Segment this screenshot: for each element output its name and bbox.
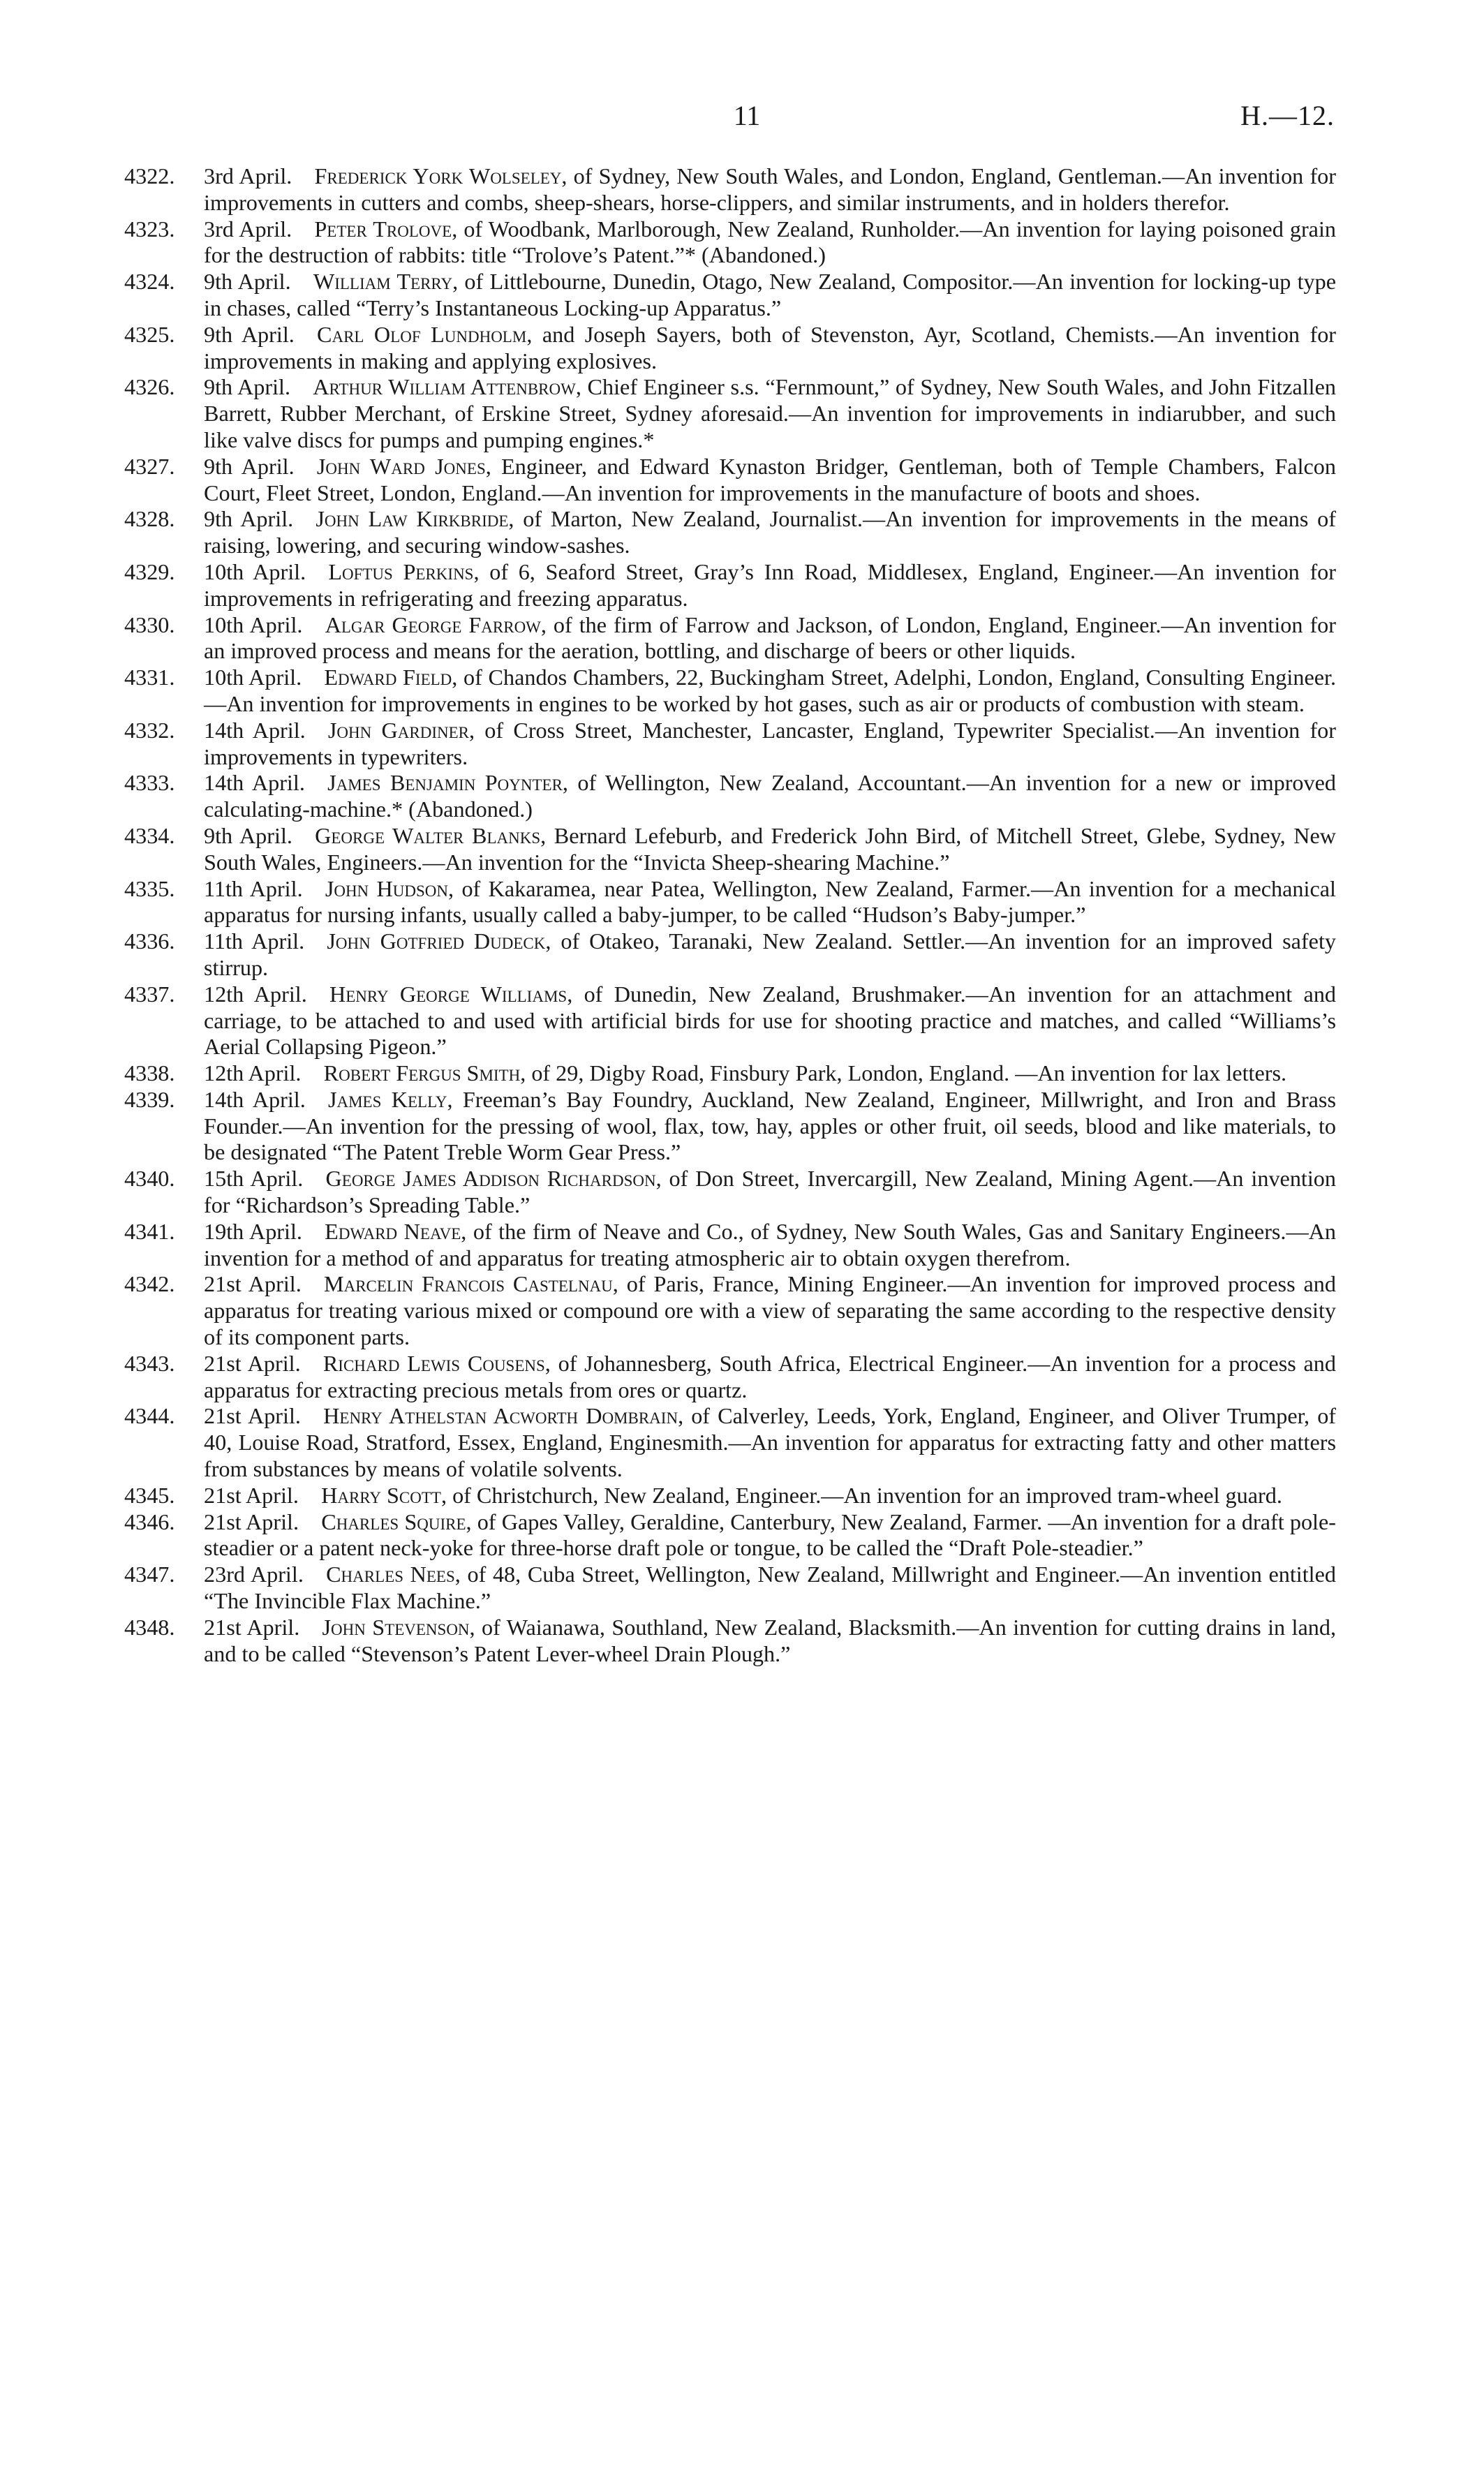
entry-date: 14th April.: [204, 717, 306, 743]
entry-text: , of Dunedin, New Zealand, Brushmaker.—An invention for an attachment and carriage, to be attached to and used with artificial birds for use for shooting practice and matches, and called “Williams’s Aerial Collapsing Pigeon.”: [204, 981, 1337, 1060]
entry-text: , Engineer, and Edward Kynaston Bridger, Gentleman, both of Temple Chambers, Falcon Court, Fleet Street, London, England.—An invention for improvements in the manufacture of boots and shoes.: [204, 453, 1336, 505]
applicant-name: Henry Athelstan Acworth Dombrain: [323, 1403, 678, 1429]
applicant-name: John Gardiner: [327, 717, 469, 743]
entry-text: , of Don Street, Invercargill, New Zealand, Mining Agent.—An invention for “Richardson’s Spreading Table.”: [204, 1166, 1336, 1218]
applicant-name: John Law Kirkbride: [316, 506, 509, 532]
entry-date: 9th April.: [204, 374, 291, 400]
applicant-name: John Ward Jones: [316, 453, 486, 479]
patent-entry: [124, 374, 1336, 453]
entry-date: 21st April.: [204, 1403, 301, 1429]
applicant-name: Henry George Williams: [329, 981, 567, 1007]
entry-date: 9th April.: [204, 822, 292, 848]
entry-date: 21st April.: [204, 1614, 300, 1640]
entry-date: 9th April.: [204, 453, 295, 479]
entry-date: 9th April.: [204, 321, 295, 347]
page-header: [0, 98, 1484, 140]
applicant-name: Carl Olof Lundholm: [317, 321, 527, 347]
entry-text: , of Gapes Valley, Geraldine, Canterbury, New Zealand, Farmer. —An invention for a draft pole-steadier or a patent neck-yoke for three-horse draft pole or tongue, to be called the “Draft Pole-steadier.”: [204, 1509, 1336, 1561]
entry-text: , Freeman’s Bay Foundry, Auckland, New Zealand, Engineer, Millwright, and Iron and Brass Founder.—An invention for the pressing of wool, flax, tow, hay, apples or other fruit, oil seeds, blood and like materials, to be designated “The Patent Treble Worm Gear Press.”: [204, 1086, 1336, 1165]
entry-number: 4341.: [124, 1218, 175, 1244]
entry-date: 10th April.: [204, 612, 303, 637]
entry-text: , of Otakeo, Taranaki, New Zealand. Settler.—An invention for an improved safety stirrup.: [204, 928, 1336, 980]
patent-entry: [124, 322, 1336, 375]
entry-text: , Bernard Lefeburb, and Frederick John Bird, of Mitchell Street, Glebe, Sydney, New South Wales, Engineers.—An invention for the “Invicta Sheep-shearing Machine.”: [204, 822, 1336, 875]
entry-date: 23rd April.: [204, 1562, 304, 1587]
entry-text: , of Christchurch, New Zealand, Engineer.—An invention for an improved tram-wheel guard.: [440, 1482, 1282, 1508]
document-reference: H.—12.: [1240, 100, 1335, 131]
patent-entry: [124, 876, 1336, 929]
entry-date: 21st April.: [204, 1509, 299, 1534]
entry-number: 4324.: [124, 269, 175, 295]
patent-entry: [124, 665, 1336, 718]
entry-number: 4325.: [124, 321, 175, 347]
entry-text: , Chief Engineer s.s. “Fernmount,” of Sydney, New South Wales, and John Fitzallen Barrett, Rubber Merchant, of Erskine Street, Sydney aforesaid.—An invention for improvements in indiarubber, and such like valve discs for pumps and pumping engines.*: [204, 374, 1336, 452]
entry-text: , of Johannesberg, South Africa, Electrical Engineer.—An invention for a process and apparatus for extracting precious metals from ores or quartz.: [204, 1350, 1336, 1402]
entry-text: , of 6, Seaford Street, Gray’s Inn Road, Middlesex, England, Engineer.—An invention for improvements in refrigerating and freezing apparatus.: [204, 558, 1336, 611]
entry-number: 4344.: [124, 1403, 175, 1429]
patent-entry: [124, 1060, 1336, 1087]
entry-text: , of 29, Digby Road, Finsbury Park, London, England. —An invention for lax letters.: [520, 1060, 1287, 1086]
patent-entry: [124, 718, 1336, 771]
patent-entry: [124, 1403, 1336, 1482]
patent-entry: [124, 770, 1336, 823]
entry-number: 4338.: [124, 1060, 175, 1086]
entry-date: 14th April.: [204, 1086, 306, 1112]
applicant-name: Charles Nees: [326, 1562, 455, 1587]
applicant-name: Arthur William Attenbrow: [313, 374, 576, 400]
patent-entry: [124, 1087, 1336, 1166]
entry-number: 4348.: [124, 1614, 175, 1640]
applicant-name: John Hudson: [325, 875, 449, 901]
page-number: 11: [733, 100, 761, 131]
entry-number: 4346.: [124, 1509, 175, 1534]
entry-number: 4327.: [124, 453, 175, 479]
entry-date: 10th April.: [204, 665, 302, 690]
patent-entry: [124, 1509, 1336, 1562]
entry-date: 14th April.: [204, 770, 305, 796]
entry-text: , of the firm of Farrow and Jackson, of London, England, Engineer.—An invention for an improved process and means for the aeration, bottling, and discharge of beers or other liquids.: [204, 612, 1336, 664]
patent-entry: [124, 506, 1336, 559]
entry-number: 4343.: [124, 1350, 175, 1376]
entry-number: 4339.: [124, 1086, 175, 1112]
entry-text: , of Paris, France, Mining Engineer.—An invention for improved process and apparatus for treating various mixed or compound ore with a view of separating the same according to the respective density of its component parts.: [204, 1271, 1336, 1350]
applicant-name: James Kelly: [327, 1086, 447, 1112]
entry-number: 4331.: [124, 665, 175, 690]
patent-entry: [124, 559, 1336, 612]
entry-number: 4323.: [124, 216, 175, 242]
entry-date: 21st April.: [204, 1482, 299, 1508]
entry-number: 4347.: [124, 1562, 175, 1587]
applicant-name: Algar George Farrow: [325, 612, 541, 637]
entry-text: , of Wellington, New Zealand, Accountant.—An invention for a new or improved calculating-machine.* (Abandoned.): [204, 770, 1337, 822]
patent-entry: [124, 1351, 1336, 1404]
entry-text: , of the firm of Neave and Co., of Sydney, New South Wales, Gas and Sanitary Engineers.—An invention for a method of and apparatus for treating atmospheric air to obtain oxygen therefrom.: [204, 1218, 1337, 1270]
entry-number: 4326.: [124, 374, 175, 400]
patent-entry: [124, 928, 1336, 981]
entry-text: , of Cross Street, Manchester, Lancaster, England, Typewriter Specialist.—An invention for improvements in typewriters.: [204, 717, 1336, 769]
entry-text: , of Littlebourne, Dunedin, Otago, New Zealand, Compositor.—An invention for locking-up type in chases, called “Terry’s Instantaneous Locking-up Apparatus.”: [204, 269, 1337, 320]
applicant-name: Peter Trolove: [314, 216, 452, 242]
entry-date: 12th April.: [204, 1060, 302, 1086]
patent-entry: [124, 1219, 1336, 1272]
entry-number: 4337.: [124, 981, 175, 1007]
entry-text: , of Calverley, Leeds, York, England, Engineer, and Oliver Trumper, of 40, Louise Road, Stratford, Essex, England, Enginesmith.—An invention for apparatus for extracting fatty and other matters from substances by means of volatile solvents.: [204, 1403, 1337, 1482]
patent-entry: [124, 981, 1336, 1060]
entry-number: 4340.: [124, 1166, 175, 1192]
entry-number: 4342.: [124, 1271, 175, 1297]
applicant-name: Frederick York Wolseley: [314, 163, 562, 188]
applicant-name: John Gotfried Dudeck: [327, 928, 546, 954]
entry-date: 21st April.: [204, 1271, 302, 1297]
applicant-name: Edward Neave: [325, 1218, 461, 1244]
patent-entries-list: [124, 163, 1336, 1667]
entry-number: 4330.: [124, 612, 175, 637]
entry-text: , of Woodbank, Marlborough, New Zealand, Runholder.—An invention for laying poisoned grain for the destruction of rabbits: title “Trolove’s Patent.”* (Abandoned.): [204, 216, 1337, 268]
entry-number: 4334.: [124, 822, 175, 848]
entry-date: 9th April.: [204, 269, 291, 295]
patent-entry: [124, 612, 1336, 665]
applicant-name: William Terry: [313, 269, 453, 295]
patent-entry: [124, 1483, 1336, 1509]
entry-text: , of Sydney, New South Wales, and London, England, Gentleman.—An invention for improvements in cutters and combs, sheep-shears, horse-clippers, and similar instruments, and in holders therefor.: [204, 163, 1336, 215]
entry-date: 11th April.: [204, 875, 303, 901]
entry-date: 15th April.: [204, 1166, 304, 1192]
entry-text: , of Kakaramea, near Patea, Wellington, New Zealand, Farmer.—An invention for a mechanical apparatus for nursing infants, usually called a baby-jumper, to be called “Hudson’s Baby-jumper.”: [204, 875, 1336, 928]
patent-entry: [124, 269, 1336, 322]
applicant-name: Edward Field: [324, 665, 452, 690]
entry-text: , of 48, Cuba Street, Wellington, New Zealand, Millwright and Engineer.—An invention entitled “The Invincible Flax Machine.”: [204, 1562, 1336, 1614]
applicant-name: Richard Lewis Cousens: [322, 1350, 545, 1376]
applicant-name: Robert Fergus Smith: [323, 1060, 521, 1086]
entry-text: , of Waianawa, Southland, New Zealand, Blacksmith.—An invention for cutting drains in land, and to be called “Stevenson’s Patent Lever-wheel Drain Plough.”: [204, 1614, 1337, 1666]
entry-date: 11th April.: [204, 928, 305, 954]
entry-number: 4332.: [124, 717, 175, 743]
entry-number: 4322.: [124, 163, 175, 188]
entry-number: 4328.: [124, 506, 175, 532]
applicant-name: George Walter Blanks: [315, 822, 541, 848]
entry-date: 3rd April.: [204, 216, 292, 242]
entry-date: 19th April.: [204, 1218, 302, 1244]
applicant-name: Harry Scott: [321, 1482, 441, 1508]
patent-entry: [124, 1271, 1336, 1350]
patent-entry: [124, 216, 1336, 269]
entry-date: 9th April.: [204, 506, 294, 532]
entry-text: , of Marton, New Zealand, Journalist.—An invention for improvements in the means of raising, lowering, and securing window-sashes.: [204, 506, 1336, 558]
entry-date: 3rd April.: [204, 163, 292, 188]
entry-date: 12th April.: [204, 981, 307, 1007]
entry-date: 10th April.: [204, 558, 306, 584]
applicant-name: John Stevenson: [322, 1614, 470, 1640]
patent-entry: [124, 823, 1336, 876]
entry-text: , of Chandos Chambers, 22, Buckingham Street, Adelphi, London, England, Consulting Engineer.—An invention for improvements in engines to be worked by hot gases, such as air or products of combustion with steam.: [204, 665, 1337, 716]
applicant-name: Marcelin Francois Castelnau: [323, 1271, 613, 1297]
applicant-name: Loftus Perkins: [328, 558, 474, 584]
entry-number: 4335.: [124, 875, 175, 901]
patent-entry: [124, 1166, 1336, 1219]
entry-text: , and Joseph Sayers, both of Stevenston, Ayr, Scotland, Chemists.—An invention for improvements in making and applying explosives.: [204, 321, 1337, 373]
entry-number: 4336.: [124, 928, 175, 954]
entry-number: 4329.: [124, 558, 175, 584]
applicant-name: James Benjamin Poynter: [327, 770, 563, 796]
patent-entry: [124, 454, 1336, 507]
patent-entry: [124, 163, 1336, 216]
applicant-name: George James Addison Richardson: [325, 1166, 656, 1192]
patent-entry: [124, 1615, 1336, 1668]
entry-number: 4345.: [124, 1482, 175, 1508]
applicant-name: Charles Squire: [321, 1509, 466, 1534]
entry-date: 21st April.: [204, 1350, 301, 1376]
patent-entry: [124, 1562, 1336, 1615]
entry-number: 4333.: [124, 770, 175, 796]
